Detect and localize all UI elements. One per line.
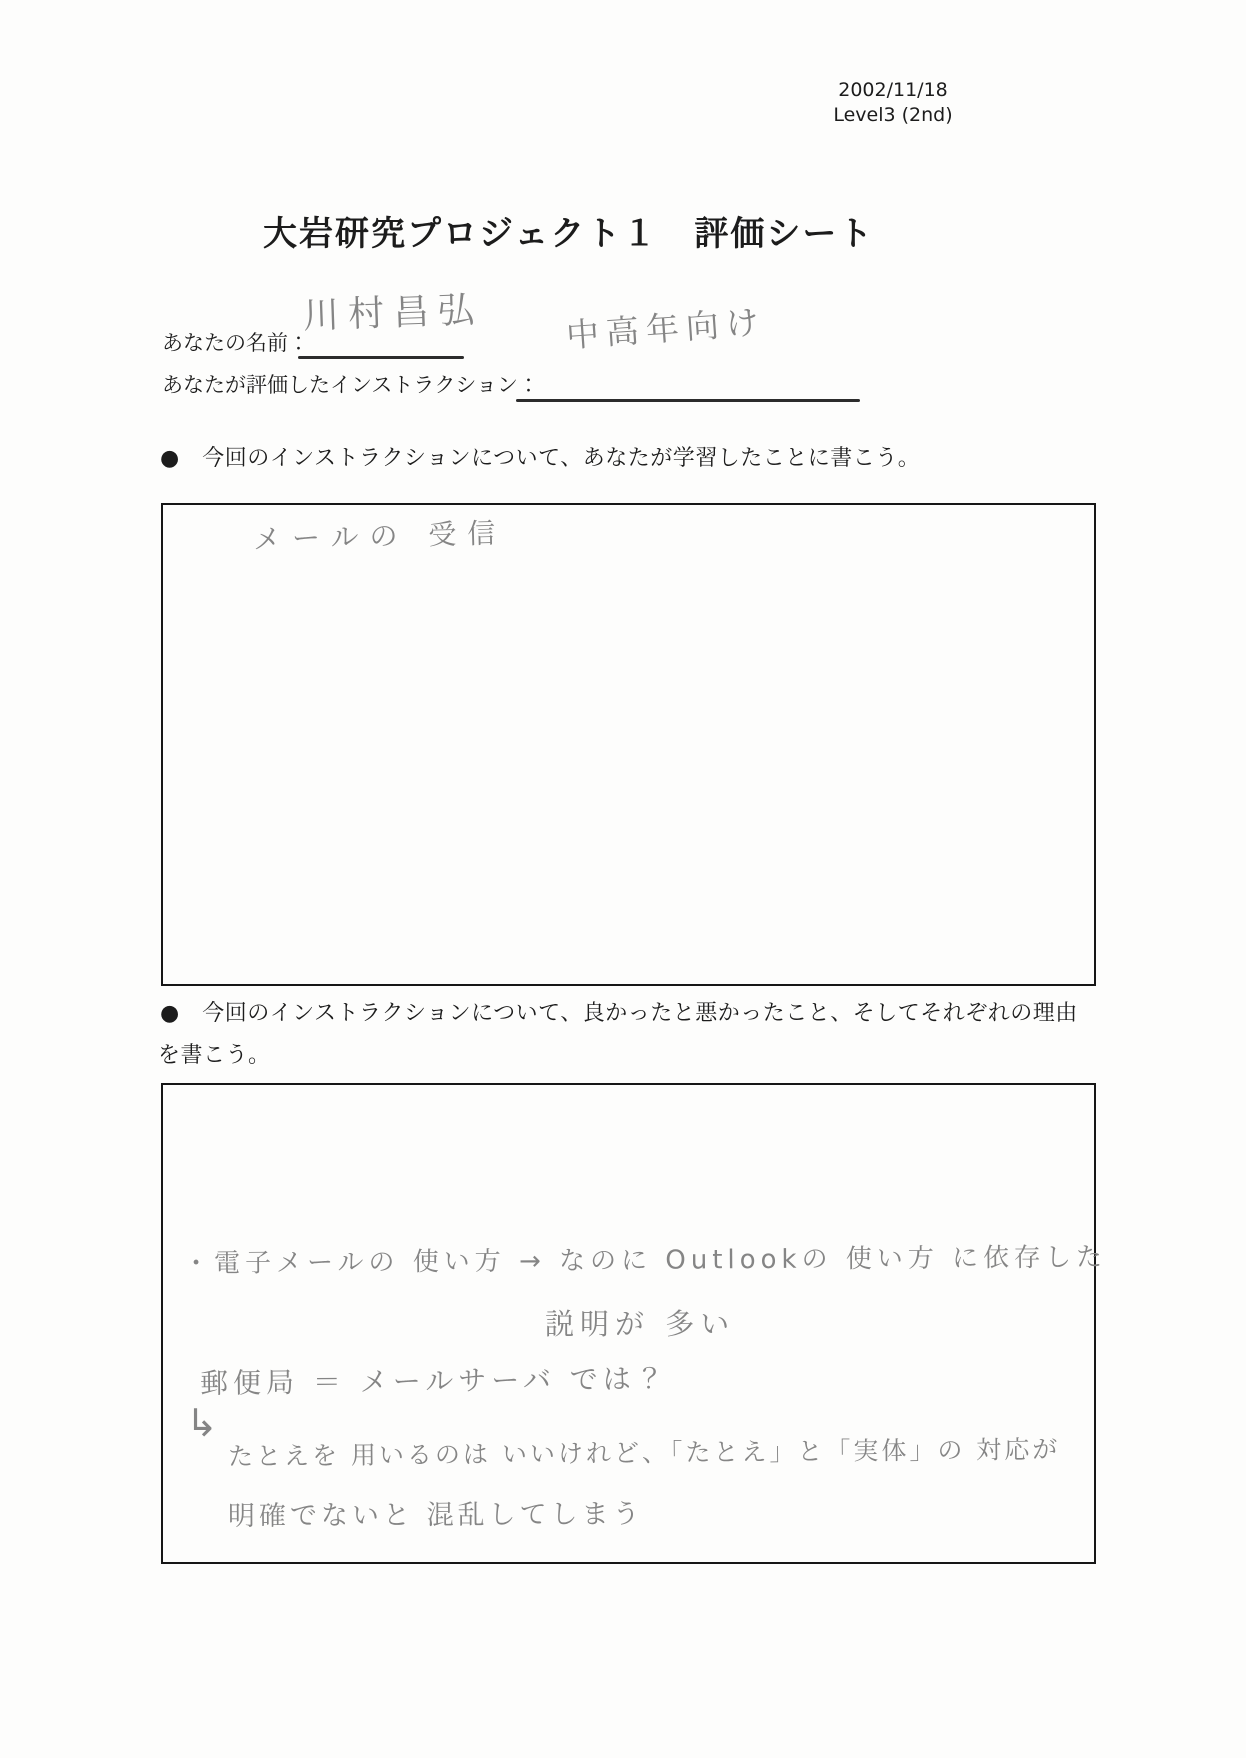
header-level: Level3 (2nd) [833, 104, 953, 126]
section2-prompt-line1: ● 今回のインストラクションについて、良かったと悪かったこと、そしてそれぞれの理由 [160, 1001, 1078, 1026]
instruction-handwritten-value: 中高年向け [564, 302, 768, 355]
name-handwritten-value: 川村昌弘 [302, 289, 484, 337]
feedback-handwritten-line5: 明確でないと 混乱してしまう [227, 1498, 644, 1532]
name-label: あなたの名前： [162, 331, 309, 355]
feedback-handwritten-line1: ・電子メールの 使い方 → なのに Outlookの 使い方 に依存した [182, 1242, 1108, 1279]
feedback-handwritten-line3: 郵便局 ＝ メールサーバ では？ [199, 1362, 669, 1400]
curved-arrow-icon: ↳ [186, 1401, 218, 1445]
learning-handwritten-answer: メールの 受信 [252, 516, 507, 556]
header-date: 2002/11/18 [838, 79, 948, 101]
instruction-label: あなたが評価したインストラクション： [162, 373, 539, 397]
name-underline [298, 356, 464, 359]
feedback-handwritten-line2: 説明が 多い [545, 1307, 736, 1341]
instruction-underline [516, 399, 860, 402]
section1-prompt: ● 今回のインストラクションについて、あなたが学習したことに書こう。 [160, 446, 921, 471]
page-title: 大岩研究プロジェクト１ 評価シート [263, 214, 875, 254]
header-meta-block [823, 78, 963, 128]
learning-answer-box [161, 503, 1096, 986]
section2-prompt-line2: を書こう。 [158, 1043, 271, 1068]
feedback-handwritten-line4: たとえを 用いるのは いいけれど、「たとえ」と「実体」の 対応が [227, 1434, 1061, 1471]
